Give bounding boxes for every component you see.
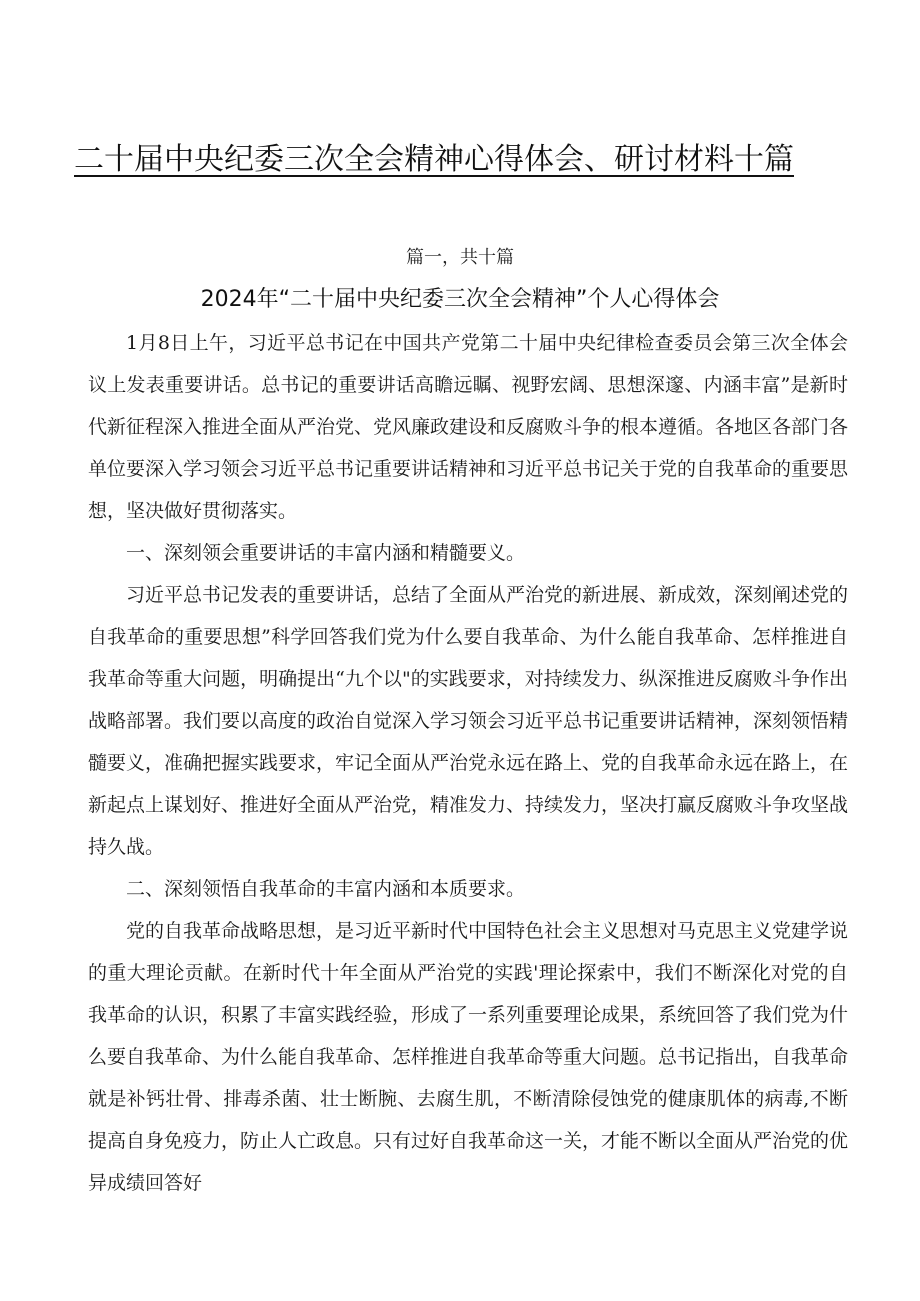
paragraph-intro: 1月8日上午，习近平总书记在中国共产党第二十届中央纪律检查委员会第三次全体会议上发表重要讲话。总书记的重要讲话高瞻远瞩、视野宏阔、思想深邃、内涵丰富”是新时代新征程深入推进全面从严治党、党风廉政建设和反腐败斗争的根本遵循。各地区各部门各单位要深入学习领会习近平总书记重要讲话精神和习近平总书记关于党的自我革命的重要思想，坚决做好贯彻落实。: [88, 332, 849, 522]
section-heading-2: 二、深刻领悟自我革命的丰富内涵和本质要求。: [126, 878, 526, 900]
paragraph-section-2: 党的自我革命战略思想，是习近平新时代中国特色社会主义思想对马克思主义党建学说的重大理论贡献。在新时代十年全面从严治党的实践'理论探索中，我们不断深化对党的自我革命的认识，积累了丰富实践经验，形成了一系列重要理论成果，系统回答了我们党为什么要自我革命、为什么能自我革命、怎样推进自我革命等重大问题。总书记指出，自我革命就是补钙壮骨、排毒杀菌、壮士断腕、去腐生肌，不断清除侵蚀党的健康肌体的病毒,不断提高自身免疫力，防止人亡政息。只有过好自我革命这一关，才能不断以全面从严治党的优异成绩回答好: [88, 920, 849, 1194]
article-subtitle: 2024年“二十届中央纪委三次全会精神”个人心得体会: [200, 287, 720, 312]
section-heading-1: 一、深刻领会重要讲话的丰富内涵和精髓要义。: [126, 542, 526, 564]
document-title: 二十届中央纪委三次全会精神心得体会、研讨材料十篇: [74, 142, 794, 177]
section-label: 篇一，共十篇: [406, 247, 514, 268]
article-body: [88, 322, 848, 1204]
paragraph-section-1: 习近平总书记发表的重要讲话，总结了全面从严治党的新进展、新成效，深刻阐述党的自我革命的重要思想”科学回答我们党为什么要自我革命、为什么能自我革命、怎样推进自我革命等重大问题，明确提出“九个以"的实践要求，对持续发力、纵深推进反腐败斗争作出战略部署。我们要以高度的政治自觉深入学习领会习近平总书记重要讲话精神，深刻领悟精髓要义，准确把握实践要求，牢记全面从严治党永远在路上、党的自我革命永远在路上，在新起点上谋划好、推进好全面从严治党，精准发力、持续发力，坚决打赢反腐败斗争攻坚战持久战。: [88, 584, 849, 858]
